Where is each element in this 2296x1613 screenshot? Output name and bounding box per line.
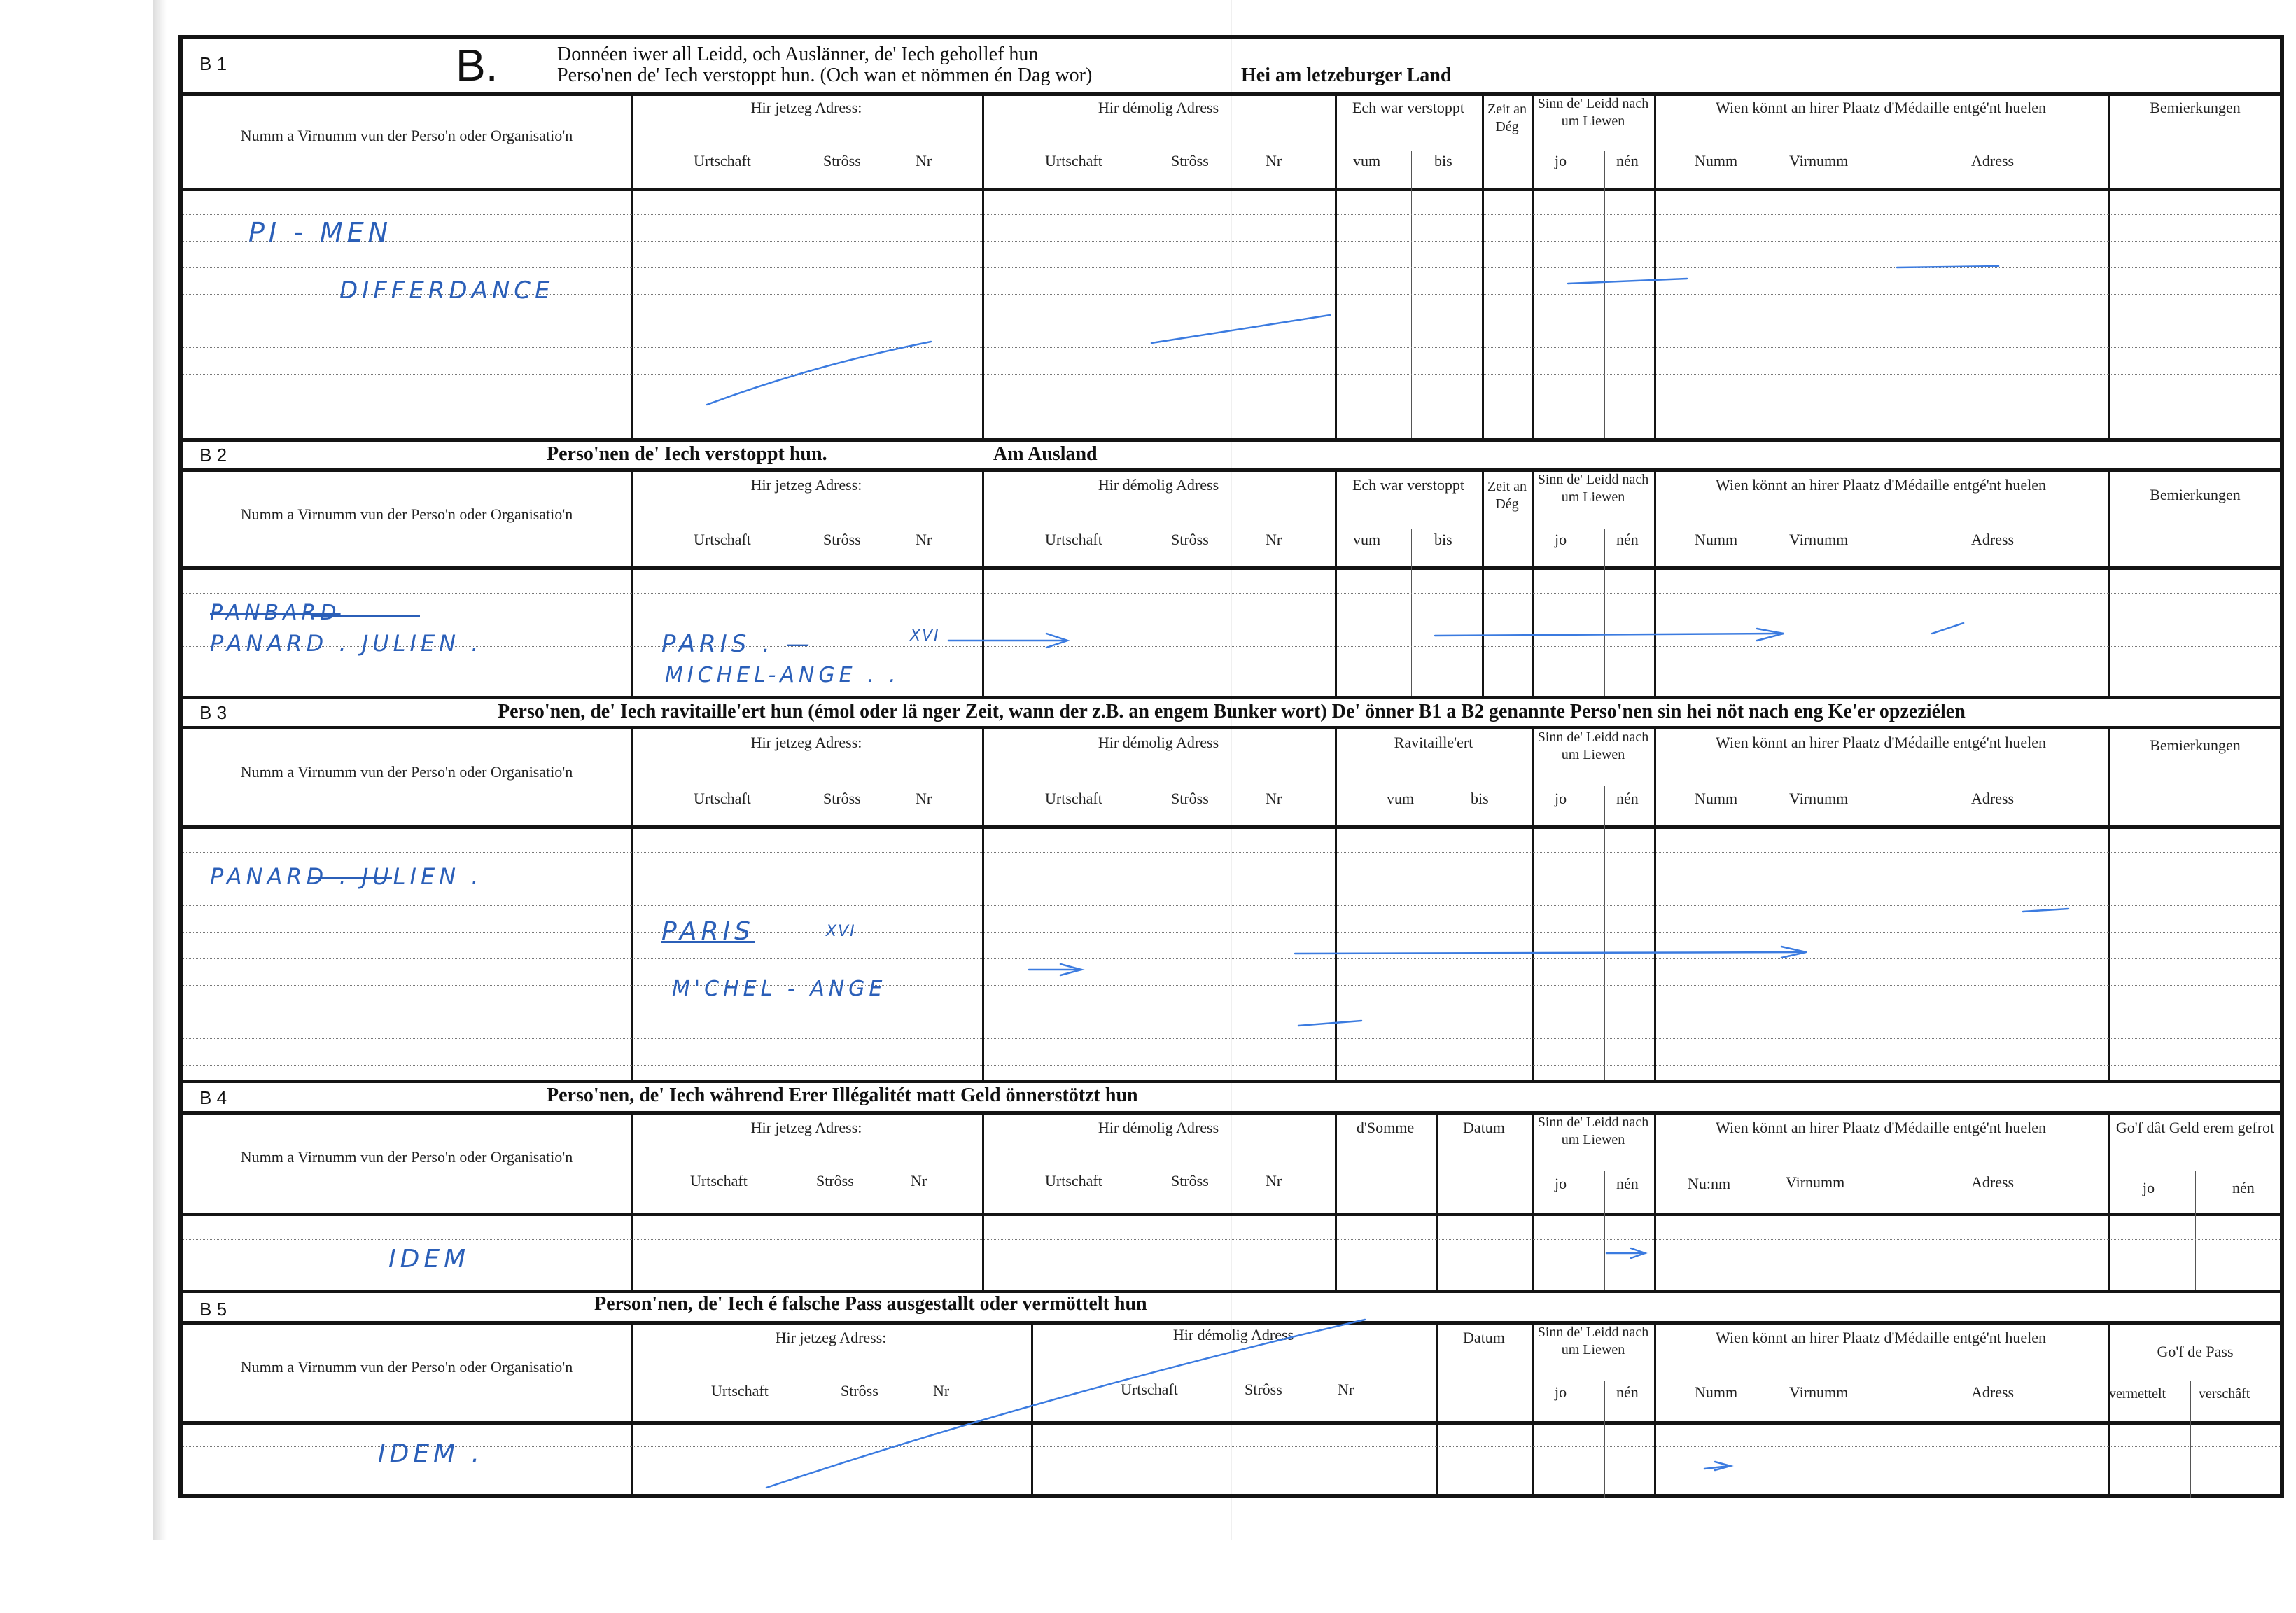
header-urtschaft: Urtschaft [1045,790,1102,807]
header-name-col: Numm a Virnumm vun der Perso'n oder Organisatio'n [240,763,573,781]
header-sum: d'Somme [1356,1119,1415,1136]
header-current-address: Hir jetzeg Adress: [750,1119,862,1136]
header-urtschaft: Urtschaft [1045,152,1102,169]
header-vum: vum [1353,531,1381,548]
header-jo: jo [1555,531,1567,548]
header-adress: Adress [1971,531,2015,548]
section-b3-title: Perso'nen, de' Iech ravitaille'ert hun (émol oder lä nger Zeit, wann der z.B. an engem Bunker wort) De' önner B1 a B2 genannte Perso'nen sin hei nöt nach eng Ke'er opzeziélen [498,701,1966,722]
header-numm: Numm [1695,531,1738,548]
header-jo: jo [1555,152,1567,169]
header-former-address: Hir démolig Adress [1098,476,1219,494]
header-former-address: Hir démolig Adress [1098,99,1219,116]
header-alive: Sinn de' Leidd nach um Liewen [1537,1115,1649,1147]
section-b5 [183,1293,2280,1498]
header-urtschaft: Urtschaft [1045,1172,1102,1189]
header-virnumm: Virnumm [1789,790,1849,807]
header-nr: Nr [1338,1381,1354,1398]
section-b2-code: B 2 [200,445,227,466]
header-alive: Sinn de' Leidd nach um Liewen [1537,472,1649,505]
header-verschaft: verschâft [2199,1386,2250,1402]
section-b2-header [183,468,2280,570]
section-b1-title-line2: Perso'nen de' Iech verstoppt hun. (Och wan et nömmen én Dag wor) [557,64,1093,86]
header-pass: Go'f de Pass [2157,1343,2234,1360]
header-name-col: Numm a Virnumm vun der Perso'n oder Organisatio'n [240,127,573,144]
header-virnumm: Virnumm [1789,152,1849,169]
header-nen: nén [2232,1179,2255,1196]
header-nr: Nr [933,1382,950,1399]
header-adress: Adress [1971,1173,2015,1191]
header-stross: Strôss [816,1172,854,1189]
section-b1-code: B 1 [200,53,227,74]
header-former-address: Hir démolig Adress [1098,1119,1219,1136]
header-nen: nén [1616,531,1639,548]
header-jo: jo [1555,1175,1567,1192]
section-b5-title: Person'nen, de' Iech é falsche Pass ausgestallt oder vermöttelt hun [594,1293,1147,1315]
header-adress: Adress [1971,790,2015,807]
header-name-col: Numm a Virnumm vun der Perso'n oder Organisatio'n [240,1358,573,1376]
header-current-address: Hir jetzeg Adress: [750,734,862,751]
header-stross: Strôss [841,1382,878,1399]
header-stross: Strôss [823,152,861,169]
header-virnumm: Virnumm [1789,1383,1849,1401]
header-urtschaft: Urtschaft [694,790,751,807]
header-nen: nén [1616,152,1639,169]
section-b3-title-band [183,699,2280,729]
header-nr: Nr [1266,1172,1282,1189]
header-stross: Strôss [1245,1381,1282,1398]
header-current-address: Hir jetzeg Adress: [750,476,862,494]
header-nr: Nr [1266,531,1282,548]
header-vermettelt: vermettelt [2109,1386,2166,1402]
header-former-address: Hir démolig Adress [1172,1326,1294,1343]
section-b5-title-band [183,1293,2280,1325]
header-remarks: Bemierkungen [2150,736,2241,754]
hw-b4-name: IDEM [388,1245,470,1273]
header-nr: Nr [916,531,932,548]
header-vum: vum [1353,152,1381,169]
header-jo: jo [2143,1179,2155,1196]
section-b1-title-line1: Donnéen iwer all Leidd, och Auslänner, de' Iech gehollef hun [557,43,1039,65]
header-money-given: Go'f dât Geld erem gefrot [2115,1119,2275,1136]
section-b5-body [183,1421,2280,1498]
header-nr: Nr [916,152,932,169]
header-former-address: Hir démolig Adress [1098,734,1219,751]
header-numm: Numm [1695,1383,1738,1401]
section-b2 [183,442,2280,699]
section-b4-body [183,1213,2280,1293]
hw-b5-name: IDEM . [378,1439,484,1468]
header-stross: Strôss [1171,152,1209,169]
header-current-address: Hir jetzeg Adress: [750,99,862,116]
hw-b2-xvi: XVI [910,627,940,645]
section-b2-title-band [183,442,2280,472]
header-vum: vum [1387,790,1415,807]
header-current-address: Hir jetzeg Adress: [775,1329,887,1346]
hw-b1-name: PI - MEN [248,217,393,248]
header-nen: nén [1616,1175,1639,1192]
header-jo: jo [1555,1383,1567,1401]
section-b4 [183,1083,2280,1293]
section-b4-code: B 4 [200,1087,227,1108]
section-b3-code: B 3 [200,702,227,723]
section-b5-header [183,1321,2280,1425]
header-virnumm: Virnumm [1789,531,1849,548]
header-days: Zeit an Dég [1487,102,1527,134]
section-b3 [183,699,2280,1083]
header-days: Zeit an Dég [1487,479,1527,512]
header-numm: Numm [1695,152,1738,169]
section-b2-body [183,566,2280,699]
header-remarks: Bemierkungen [2150,99,2241,116]
header-remarks: Bemierkungen [2150,486,2241,503]
header-name-col: Numm a Virnumm vun der Perso'n oder Organisatio'n [240,1148,573,1166]
header-name-col: Numm a Virnumm vun der Perso'n oder Organisatio'n [240,505,573,523]
hw-b2-street: MICHEL-ANGE . . [665,663,900,687]
header-urtschaft: Urtschaft [1121,1381,1178,1398]
header-bis: bis [1471,790,1489,807]
header-date: Datum [1463,1329,1505,1346]
header-adress: Adress [1971,152,2015,169]
header-hidden: Ech war verstoppt [1352,476,1465,494]
header-numm: Nu:nm [1688,1175,1731,1192]
section-b5-code: B 5 [200,1299,227,1320]
header-alive: Sinn de' Leidd nach um Liewen [1537,1325,1649,1357]
section-b1-header [183,92,2280,191]
form-b [178,35,2284,1498]
header-medal: Wien könnt an hirer Plaatz d'Médaille entgé'nt huelen [1716,1329,2046,1346]
header-nr: Nr [1266,152,1282,169]
header-alive: Sinn de' Leidd nach um Liewen [1537,96,1649,129]
header-bis: bis [1434,152,1452,169]
header-stross: Strôss [823,531,861,548]
header-supplied: Ravitaille'ert [1394,734,1474,751]
header-nr: Nr [916,790,932,807]
header-stross: Strôss [1171,531,1209,548]
header-urtschaft: Urtschaft [711,1382,769,1399]
section-b1 [183,39,2280,442]
hw-b1-place: DIFFERDANCE [340,277,554,305]
header-numm: Numm [1695,790,1738,807]
header-urtschaft: Urtschaft [694,152,751,169]
page-edge-shadow [153,0,167,1540]
header-medal: Wien könnt an hirer Plaatz d'Médaille entgé'nt huelen [1716,476,2046,494]
section-b1-title-band [183,39,2280,96]
section-b1-body [183,188,2280,442]
hw-b2-struck: PANBARD [210,601,341,625]
header-medal: Wien könnt an hirer Plaatz d'Médaille entgé'nt huelen [1716,99,2046,116]
header-medal: Wien könnt an hirer Plaatz d'Médaille entgé'nt huelen [1716,1119,2046,1136]
hw-b2-name: PANARD . JULIEN . [210,630,483,657]
header-stross: Strôss [1171,1172,1209,1189]
header-date: Datum [1463,1119,1505,1136]
section-b3-header [183,726,2280,829]
section-b-letter: B. [456,40,498,90]
hw-b2-city: PARIS . — [662,630,814,658]
header-medal: Wien könnt an hirer Plaatz d'Médaille entgé'nt huelen [1716,734,2046,751]
header-nen: nén [1616,790,1639,807]
header-urtschaft: Urtschaft [690,1172,748,1189]
section-b1-title-location: Hei am letzeburger Land [1241,64,1452,86]
section-b2-title-location: Am Ausland [993,443,1098,465]
header-jo: jo [1555,790,1567,807]
section-b4-title: Perso'nen, de' Iech während Erer Illégalitét matt Geld önnerstötzt hun [547,1084,1138,1106]
header-nen: nén [1616,1383,1639,1401]
section-b2-title: Perso'nen de' Iech verstoppt hun. [547,443,827,465]
header-urtschaft: Urtschaft [694,531,751,548]
header-alive: Sinn de' Leidd nach um Liewen [1537,729,1649,762]
header-nr: Nr [911,1172,927,1189]
header-bis: bis [1434,531,1452,548]
header-stross: Strôss [1171,790,1209,807]
header-virnumm: Virnumm [1786,1173,1845,1191]
header-nr: Nr [1266,790,1282,807]
header-hidden: Ech war verstoppt [1352,99,1465,116]
hw-b3-xvi: XVI [826,923,856,940]
hw-b3-name: PANARD . JULIEN . [210,863,483,890]
section-b4-title-band [183,1083,2280,1115]
header-adress: Adress [1971,1383,2015,1401]
header-stross: Strôss [823,790,861,807]
hw-b3-city: PARIS [662,917,755,946]
section-b4-header [183,1111,2280,1216]
hw-b3-street: M'CHEL - ANGE [672,977,887,1001]
section-b3-body [183,825,2280,1083]
header-urtschaft: Urtschaft [1045,531,1102,548]
